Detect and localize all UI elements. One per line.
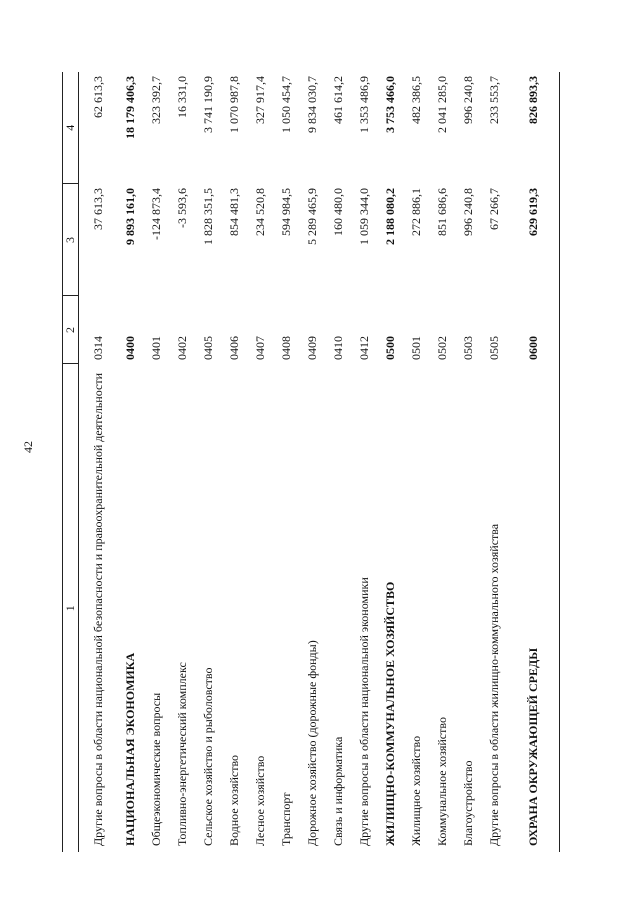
column-header-2: 2 xyxy=(63,296,79,364)
row-code: 0407 xyxy=(252,336,267,360)
row-value-col4: 1 050 454,7 xyxy=(278,76,293,133)
row-code: 0409 xyxy=(304,336,319,360)
row-value-col4: 18 179 406,3 xyxy=(122,76,137,139)
row-name: Другие вопросы в области национальной безопасности и правоохранительной деятельности xyxy=(90,373,105,846)
row-name: Транспорт xyxy=(278,792,293,846)
row-value-col4: 482 386,5 xyxy=(408,76,423,124)
row-code: 0505 xyxy=(486,336,501,360)
row-name: Сельское хозяйство и рыболовство xyxy=(200,667,215,846)
row-value-col3: 9 893 161,0 xyxy=(122,188,137,245)
row-value-col4: 323 392,7 xyxy=(148,76,163,124)
row-value-col3: -124 873,4 xyxy=(148,188,163,240)
row-name: Другие вопросы в области жилищно-коммунального хозяйства xyxy=(486,523,501,846)
row-value-col3: 234 520,8 xyxy=(252,188,267,236)
row-name: Лесное хозяйство xyxy=(252,755,267,846)
table-row xyxy=(169,72,195,852)
table-row xyxy=(507,72,560,852)
row-value-col3: 1 828 351,5 xyxy=(200,188,215,245)
table-row xyxy=(273,72,299,852)
row-value-col3: 67 266,7 xyxy=(486,188,501,230)
row-name: Связь и информатика xyxy=(330,736,345,846)
row-value-col3: 629 619,3 xyxy=(507,184,560,296)
row-name: ЖИЛИЩНО-КОММУНАЛЬНОЕ ХОЗЯЙСТВО xyxy=(382,581,397,846)
row-code: 0501 xyxy=(408,336,423,360)
row-code: 0412 xyxy=(356,336,371,360)
row-code: 0408 xyxy=(278,336,293,360)
row-value-col4: 826 893,3 xyxy=(507,72,560,184)
row-value-col4: 62 613,3 xyxy=(90,76,105,118)
row-name: НАЦИОНАЛЬНАЯ ЭКОНОМИКА xyxy=(122,652,137,846)
row-value-col3: 272 886,1 xyxy=(408,188,423,236)
row-code: 0600 xyxy=(507,296,560,364)
column-header-1: 1 xyxy=(63,364,79,852)
row-value-col4: 1 353 486,9 xyxy=(356,76,371,133)
table-row xyxy=(79,72,118,852)
row-code: 0314 xyxy=(90,336,105,360)
row-name: Другие вопросы в области национальной экономики xyxy=(356,577,371,846)
row-value-col4: 3 741 190,9 xyxy=(200,76,215,133)
row-code: 0405 xyxy=(200,336,215,360)
table-row xyxy=(429,72,455,852)
page-number: 42 xyxy=(21,441,35,453)
row-value-col3: -3 593,6 xyxy=(174,188,189,228)
table-row xyxy=(117,72,143,852)
row-value-col3: 160 480,0 xyxy=(330,188,345,236)
row-value-col4: 233 553,7 xyxy=(486,76,501,124)
row-name: Благоустройство xyxy=(460,760,475,846)
row-code: 0410 xyxy=(330,336,345,360)
row-code: 0402 xyxy=(174,336,189,360)
table-row xyxy=(481,72,507,852)
row-name: Водное хозяйство xyxy=(226,754,241,846)
row-value-col3: 5 289 465,9 xyxy=(304,188,319,245)
table-row xyxy=(143,72,169,852)
row-name: Дорожное хозяйство (дорожные фонды) xyxy=(304,640,319,846)
table-row xyxy=(377,72,403,852)
table-row xyxy=(299,72,325,852)
budget-table-container xyxy=(62,72,592,852)
row-value-col4: 9 834 030,7 xyxy=(304,76,319,133)
row-code: 0400 xyxy=(122,336,137,360)
row-value-col3: 37 613,3 xyxy=(90,188,105,230)
table-header-row xyxy=(63,72,79,852)
row-code: 0502 xyxy=(434,336,449,360)
row-value-col3: 851 686,6 xyxy=(434,188,449,236)
row-value-col3: 996 240,8 xyxy=(460,188,475,236)
column-header-3: 3 xyxy=(63,184,79,296)
row-value-col3: 1 059 344,0 xyxy=(356,188,371,245)
row-code: 0406 xyxy=(226,336,241,360)
table-row xyxy=(195,72,221,852)
row-value-col4: 327 917,4 xyxy=(252,76,267,124)
row-name: ОХРАНА ОКРУЖАЮЩЕЙ СРЕДЫ xyxy=(507,364,560,852)
row-value-col4: 3 753 466,0 xyxy=(382,76,397,133)
row-name: Коммунальное хозяйство xyxy=(434,717,449,846)
row-name: Жилищное хозяйство xyxy=(408,735,423,846)
row-value-col3: 594 984,5 xyxy=(278,188,293,236)
row-value-col4: 2 041 285,0 xyxy=(434,76,449,133)
table-row xyxy=(403,72,429,852)
table-row xyxy=(325,72,351,852)
table-row xyxy=(351,72,377,852)
table-row xyxy=(221,72,247,852)
budget-table xyxy=(62,72,560,852)
row-code: 0500 xyxy=(382,336,397,360)
row-code: 0503 xyxy=(460,336,475,360)
table-row xyxy=(455,72,481,852)
row-value-col4: 461 614,2 xyxy=(330,76,345,124)
column-header-4: 4 xyxy=(63,72,79,184)
row-value-col4: 996 240,8 xyxy=(460,76,475,124)
row-value-col3: 2 188 080,2 xyxy=(382,188,397,245)
row-value-col4: 16 331,0 xyxy=(174,76,189,118)
row-value-col4: 1 070 987,8 xyxy=(226,76,241,133)
row-code: 0401 xyxy=(148,336,163,360)
row-name: Общеэкономические вопросы xyxy=(148,692,163,846)
table-body xyxy=(79,72,560,852)
row-value-col3: 854 481,3 xyxy=(226,188,241,236)
table-row xyxy=(247,72,273,852)
row-name: Топливно-энергетический комплекс xyxy=(174,662,189,846)
